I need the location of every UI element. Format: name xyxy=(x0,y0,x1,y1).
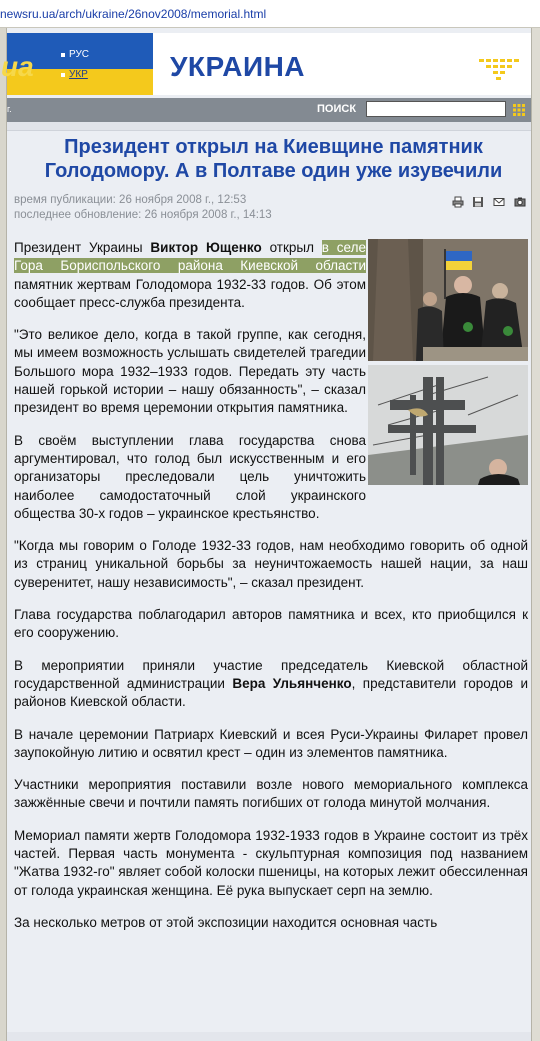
search-bar-date-fragment: г. xyxy=(7,104,12,114)
site-logo[interactable] xyxy=(1,33,153,95)
paragraph: Мемориал памяти жертв Голодомора 1932-1933 годов в Украине состоит из трёх частей. Первая часть монумента - скульптурная композиция под названием "Жатва 1932-го" являет собой колоски пшеницы, на которых лежит обессиленная от голода украинская женщина. Её рука выпускает серп на землю. xyxy=(14,827,528,898)
dots-menu-icon[interactable] xyxy=(477,57,525,85)
search-label: ПОИСК xyxy=(317,103,357,115)
left-frame-border xyxy=(0,28,7,1041)
publish-time: время публикации: 26 ноября 2008 г., 12:53 xyxy=(14,194,247,206)
camera-icon[interactable] xyxy=(514,196,526,208)
paragraph: В начале церемонии Патриарх Киевский и всея Руси-Украины Филарет провел заупокойную литию и освятил крест – один из элементов памятника. xyxy=(14,726,528,760)
search-button-icon[interactable] xyxy=(513,104,525,116)
location-link[interactable]: в селе Гора Бориспольского района Киевской области xyxy=(14,240,366,274)
paragraph: В мероприятии приняли участие председатель Киевской областной государственной администрации Вера Ульянченко, представители городов и районов Киевской области. xyxy=(14,657,529,710)
site-header xyxy=(1,33,531,95)
section-title[interactable]: УКРАИНА xyxy=(170,51,306,82)
lang-uk-link[interactable]: УКР xyxy=(69,69,88,80)
paragraph: Глава государства поблагодарил авторов памятника и всех, кто приобщился к его сооружению. xyxy=(14,607,528,641)
search-bar xyxy=(7,98,531,122)
person-name: Виктор Ющенко xyxy=(150,240,262,255)
save-icon[interactable] xyxy=(472,196,484,208)
article-tools xyxy=(452,196,532,210)
article-body xyxy=(14,239,528,932)
logo-text: ua xyxy=(1,51,34,82)
mail-icon[interactable] xyxy=(493,196,505,208)
lang-ru-link[interactable]: РУС xyxy=(69,49,90,60)
paragraph: За несколько метров от этой экспозиции находится основная часть xyxy=(14,914,438,930)
page xyxy=(1,28,531,1041)
bullet-icon xyxy=(61,73,65,77)
print-icon[interactable] xyxy=(452,196,464,208)
person-name: Вера Ульянченко xyxy=(232,675,352,691)
article-title: Президент открыл на Киевщине памятник Голодомору. А в Полтаве один уже изувечили xyxy=(44,136,503,182)
paragraph: "Это великое дело, когда в такой группе, как сегодня, мы имеем возможность услышать свидетелей трагедии Большого мора 1932–1933 годов. Передать эту часть нашей горькой истории – нашу обязанность", – сказал президент во время церемонии открытия памятника. xyxy=(14,327,366,416)
bullet-icon xyxy=(61,53,65,57)
search-input[interactable] xyxy=(366,101,506,117)
paragraph: В своём выступлении глава государства снова аргументировал, что голод был искусственным и его организаторы преследовали цель уничтожить наиболее самодостаточный слой украинского общества 30-х годов – украинское крестьянство. xyxy=(14,432,366,521)
paragraph: Президент Украины Виктор Ющенко открыл в селе Гора Бориспольского района Киевской области памятник жертвам Голодомора 1932-33 годов. Об этом сообщает пресс-служба президента. xyxy=(14,240,366,310)
page-bottom-edge xyxy=(7,1032,531,1041)
header-divider xyxy=(7,122,531,131)
paragraph: "Когда мы говорим о Голоде 1932-33 годов, нам необходимо говорить об одной из страниц уникальной борьбы за неуничтожаемость нашей нации, за наш суверенитет, нашу независимость", – сказал президент. xyxy=(14,538,528,590)
scrollbar[interactable] xyxy=(531,28,540,1041)
address-bar[interactable] xyxy=(0,0,540,28)
url-text: newsru.ua/arch/ukraine/26nov2008/memorial.html xyxy=(0,7,267,21)
paragraph: Участники мероприятия поставили возле нового мемориального комплекса зажжённые свечи и почтили память погибших от голода минутой молчания. xyxy=(14,777,528,811)
update-time: последнее обновление: 26 ноября 2008 г., 14:13 xyxy=(14,209,272,221)
